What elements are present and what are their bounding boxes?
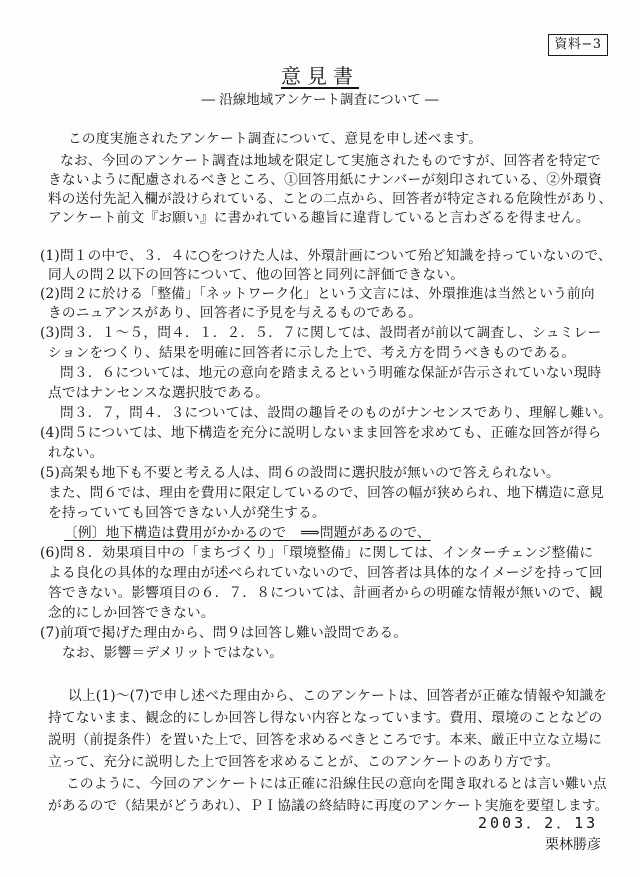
example-line: 〔例〕地下構造は費用がかかるので ⟹問題があるので、 [64,525,431,541]
item-line: (2)問２に於ける「整備」「ネットワーク化」という文言には、外環推進は当然という前向 [40,286,595,302]
document-title: 意見書 [281,64,359,88]
item-line: れない。 [48,445,104,461]
conclusion-line: 立って、充分に説明した上で回答を求めることが、このアンケートのあり方です。 [48,754,560,770]
conclusion-line: このように、今回のアンケートには正確に沿線住民の意向を聞き取れるとは言い難い点 [66,776,607,792]
item-line: 念的にしか回答できない。 [48,605,215,621]
item-line: 問３．７，問４．３については、設問の趣旨そのものがナンセンスであり、理解し難い。 [60,405,612,421]
conclusion-line: 以上(1)〜(7)で申し述べた理由から、このアンケートは、回答者が正確な情報や知識を [68,688,608,704]
item-line: なお、影響＝デメリットではない。 [62,645,284,661]
document-author: 栗林勝彦 [545,837,601,853]
item-line: 点ではナンセンスな選択肢である。 [48,385,270,401]
item-line: (4)問５については、地下構造を充分に説明しないまま回答を求めても、正確な回答が得ら [40,425,602,441]
document-subtitle: ― 沿線地域アンケート調査について ― [201,92,439,108]
intro-line: なお、今回のアンケート調査は地域を限定して実施されたものですが、回答者を特定で [60,153,601,169]
document-date: 2003．2．13 [478,814,599,832]
item-line: 同人の問２以下の回答について、他の回答と同列に評価できない。 [48,267,465,283]
item-line: を持っていても回答できない人が発生する。 [48,505,326,521]
item-line: ションをつくり、結果を明確に回答者に示した上で、考え方を問うべきものである。 [48,345,576,361]
conclusion-line: 持てないまま、観念的にしか回答し得ない内容となっています。費用、環境のことなどの [48,710,603,726]
item-line: (5)高架も地下も不要と考える人は、問６の設問に選択肢が無いので答えられない。 [40,465,560,481]
item-line: (7)前項で掲げた理由から、問９は回答し難い設問である。 [40,625,408,641]
item-line: (6)問８．効果項目中の「まちづくり」「環境整備」に関しては、インターチェンジ整備に [40,545,594,561]
intro-line: アンケート前文『お願い』に書かれている趣旨に違背していると言わざるを得ません。 [48,210,590,226]
item-line: (1)問１の中で、３．４に○をつけた人は、外環計画について殆ど知識を持っていないので、 [40,248,612,264]
item-line: また、問６では、理由を費用に限定しているので、回答の幅が狭められ、地下構造に意見 [48,485,605,501]
item-line: よる良化の具体的な理由が述べられていないので、回答者は具体的なイメージを持って回 [48,565,603,581]
intro-line: 料の送付先記入欄が設けられている、ことの二点から、回答者が特定される危険性があり、 [48,191,613,207]
intro-line: きないように配慮されるべきところ、①回答用紙にナンバーが刻印されている、②外環資 [48,172,602,188]
item-line: 問３．６については、地元の意向を踏まえるという明確な保証が告示されていない現時 [60,365,602,381]
intro-line: この度実施されたアンケート調査について、意見を申し述べます。 [68,131,483,147]
conclusion-line: 説明（前提条件）を置いた上で、回答を求めるべきところです。本来、厳正中立な立場に [48,732,602,748]
item-line: (3)問３．１〜５，問４．１．２．５．７に関しては、設問者が前以て調査し、シュミレー [40,325,602,341]
conclusion-line: があるので（結果がどうあれ）、ＰＩ協議の終結時に再度のアンケート実施を要望します。 [48,798,609,814]
item-line: きのニュアンスがあり、回答者に予見を与えるものである。 [48,305,423,321]
item-line: 答できない。影響項目の６．７．８については、計画者からの明確な情報が無いので、観 [48,585,603,601]
document-label: 資料−3 [548,34,608,56]
